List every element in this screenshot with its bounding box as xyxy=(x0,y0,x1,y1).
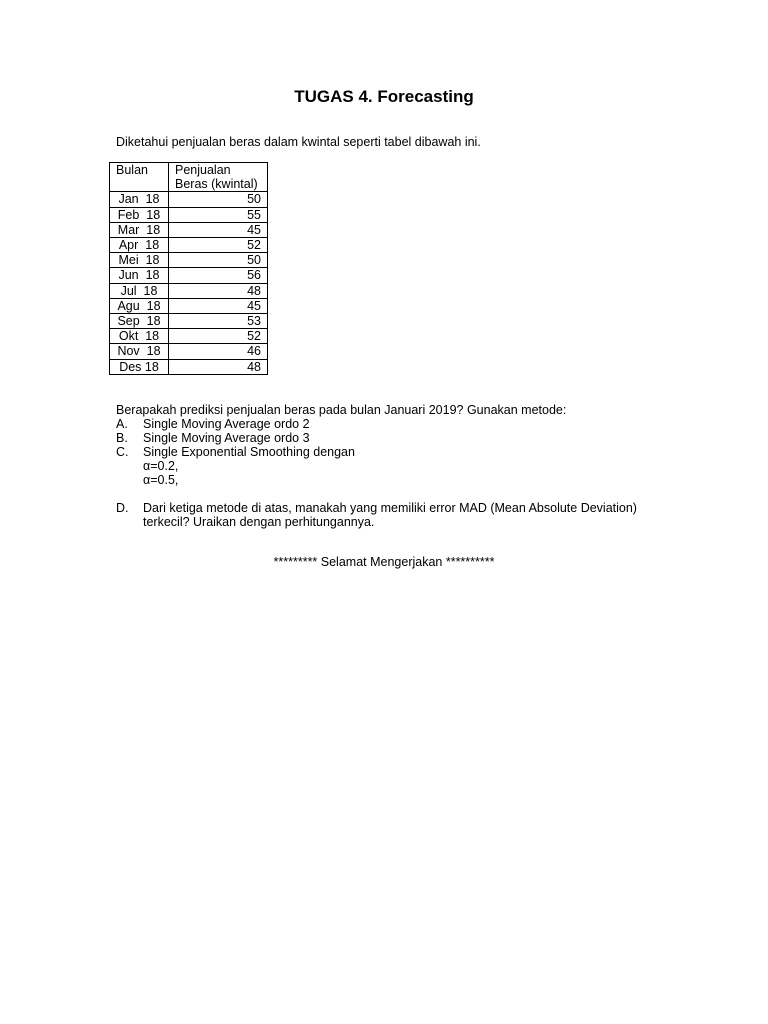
spacer xyxy=(116,487,637,501)
table-row xyxy=(110,298,268,313)
item-text: Single Moving Average ordo 2 xyxy=(143,417,310,431)
table-row xyxy=(110,344,268,359)
month-cell: Apr 18 xyxy=(110,238,169,253)
closing-text: ********* Selamat Mengerjakan ********** xyxy=(273,555,495,569)
sales-table xyxy=(109,162,268,375)
month-cell: Agu 18 xyxy=(110,298,169,313)
month-cell: Jul 18 xyxy=(110,283,169,298)
value-cell: 52 xyxy=(169,329,268,344)
table-row xyxy=(110,253,268,268)
month-cell: Des 18 xyxy=(110,359,169,374)
item-text: Dari ketiga metode di atas, manakah yang memiliki error MAD (Mean Absolute Deviation) xyxy=(143,501,637,515)
intro-text: Diketahui penjualan beras dalam kwintal seperti tabel dibawah ini. xyxy=(116,135,481,149)
table-row xyxy=(110,207,268,222)
value-cell: 55 xyxy=(169,207,268,222)
value-cell: 45 xyxy=(169,298,268,313)
header-penjualan-line1: Penjualan xyxy=(175,163,231,177)
document-title: TUGAS 4. Forecasting xyxy=(294,87,474,106)
month-cell: Mar 18 xyxy=(110,222,169,237)
value-cell: 50 xyxy=(169,253,268,268)
table-row xyxy=(110,192,268,207)
month-cell: Nov 18 xyxy=(110,344,169,359)
table-row xyxy=(110,268,268,283)
question-section xyxy=(116,403,637,529)
item-label: D. xyxy=(116,501,129,515)
table-row xyxy=(110,314,268,329)
table-row xyxy=(110,329,268,344)
value-cell: 50 xyxy=(169,192,268,207)
month-cell: Jan 18 xyxy=(110,192,169,207)
item-label: A. xyxy=(116,417,128,431)
value-cell: 53 xyxy=(169,314,268,329)
header-bulan: Bulan xyxy=(110,163,169,192)
question-item-d xyxy=(116,501,637,515)
value-cell: 46 xyxy=(169,344,268,359)
header-penjualan xyxy=(169,163,268,192)
item-label: C. xyxy=(116,445,129,459)
question-item-c xyxy=(116,445,637,459)
value-cell: 56 xyxy=(169,268,268,283)
value-cell: 48 xyxy=(169,359,268,374)
question-prompt: Berapakah prediksi penjualan beras pada bulan Januari 2019? Gunakan metode: xyxy=(116,403,567,417)
month-cell: Mei 18 xyxy=(110,253,169,268)
table-row xyxy=(110,238,268,253)
month-cell: Okt 18 xyxy=(110,329,169,344)
value-cell: 45 xyxy=(169,222,268,237)
alpha-value-1: α=0.2, xyxy=(143,459,179,473)
table-header-row xyxy=(110,163,268,192)
month-cell: Feb 18 xyxy=(110,207,169,222)
question-item-b xyxy=(116,431,637,445)
table-row xyxy=(110,283,268,298)
header-penjualan-line2: Beras (kwintal) xyxy=(175,177,258,192)
value-cell: 48 xyxy=(169,283,268,298)
question-item-a xyxy=(116,417,637,431)
value-cell: 52 xyxy=(169,238,268,253)
table-body xyxy=(110,192,268,374)
item-text: Single Exponential Smoothing dengan xyxy=(143,445,355,459)
item-d-continuation: terkecil? Uraikan dengan perhitungannya. xyxy=(143,515,375,529)
table-row xyxy=(110,222,268,237)
alpha-value-2: α=0.5, xyxy=(143,473,179,487)
table-row xyxy=(110,359,268,374)
item-label: B. xyxy=(116,431,128,445)
month-cell: Sep 18 xyxy=(110,314,169,329)
item-text: Single Moving Average ordo 3 xyxy=(143,431,310,445)
month-cell: Jun 18 xyxy=(110,268,169,283)
